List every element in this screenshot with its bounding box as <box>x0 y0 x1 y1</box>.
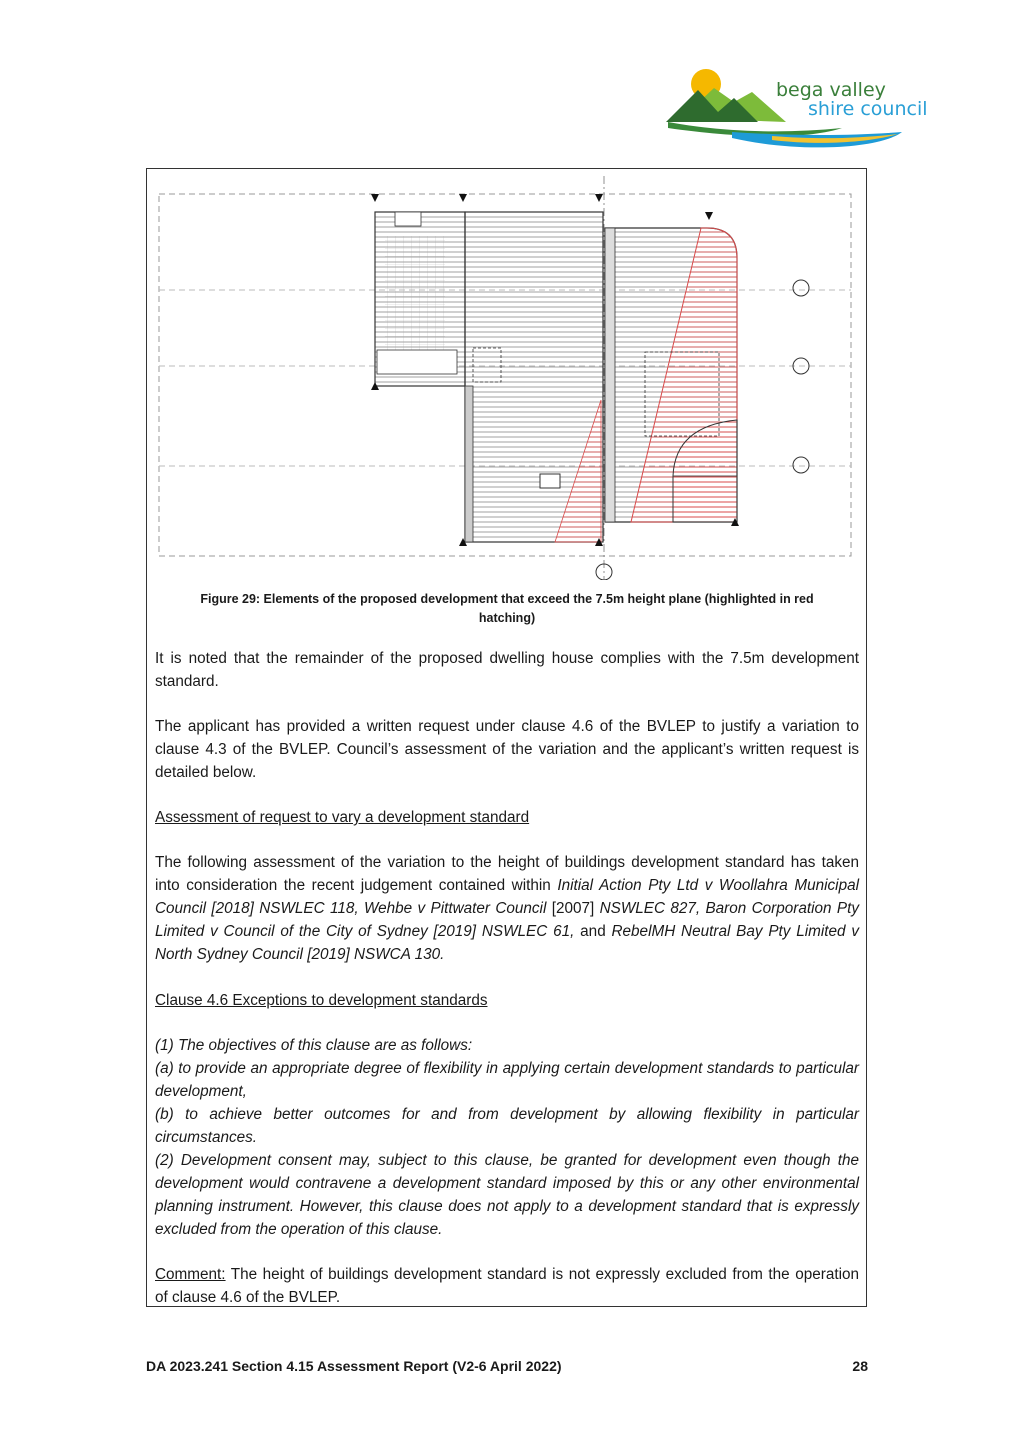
clause-quote <box>155 1034 859 1241</box>
clause-item-b: (b) to achieve better outcomes for and from development by allowing flexibility in particular circumstances. <box>155 1106 859 1146</box>
heading-assessment: Assessment of request to vary a development standard <box>155 809 530 826</box>
figure-caption-line1: Figure 29: Elements of the proposed development that exceed the 7.5m height plane (highlighted in red <box>200 592 814 606</box>
paragraph-case-law: The following assessment of the variation to the height of buildings development standard has taken into consideration the recent judgement contained within Initial Action Pty Ltd v Woollahra Municipal Council [2018] NSWLEC 118, Wehbe v Pittwater Council [2007] NSWLEC 827, Baron Corporation Pty Limited v Council of the City of Sydney [2019] NSWLEC 61, and RebelMH Neutral Bay Pty Limited v North Sydney Council [2019] NSWCA 130. <box>155 854 859 963</box>
comment-label: Comment: <box>155 1266 226 1283</box>
logo-text-line1: bega valley <box>776 79 886 101</box>
logo-text-line2: shire council <box>808 98 928 120</box>
clause-objectives: (1) The objectives of this clause are as follows: <box>155 1037 473 1054</box>
roof-plan-drawing <box>155 176 858 580</box>
paragraph-written-request: The applicant has provided a written request under clause 4.6 of the BVLEP to justify a variation to clause 4.3 of the BVLEP. Council’s assessment of the variation and the applicant’s written request is detailed below. <box>155 718 859 781</box>
clause-item-a: (a) to provide an appropriate degree of flexibility in applying certain development standards to particular development, <box>155 1060 859 1100</box>
comment-paragraph <box>155 1263 859 1309</box>
page-number: 28 <box>852 1358 868 1374</box>
footer-title: DA 2023.241 Section 4.15 Assessment Report (V2-6 April 2022) <box>146 1358 562 1374</box>
paragraph-compliance: It is noted that the remainder of the proposed dwelling house complies with the 7.5m development standard. <box>155 650 859 690</box>
figure-caption-line2: hatching) <box>478 611 536 625</box>
heading-clause-4-6: Clause 4.6 Exceptions to development standards <box>155 992 488 1009</box>
page-footer <box>146 1357 868 1375</box>
comment-text: The height of buildings development standard is not expressly excluded from the operation of clause 4.6 of the BVLEP. <box>155 1266 859 1306</box>
clause-item-2: (2) Development consent may, subject to this clause, be granted for development even though the development would contravene a development standard imposed by this or any other environmental planning instrument. However, this clause does not apply to a development standard that is expressly excluded from the operation of this clause. <box>155 1152 859 1238</box>
figure-caption <box>160 590 854 628</box>
